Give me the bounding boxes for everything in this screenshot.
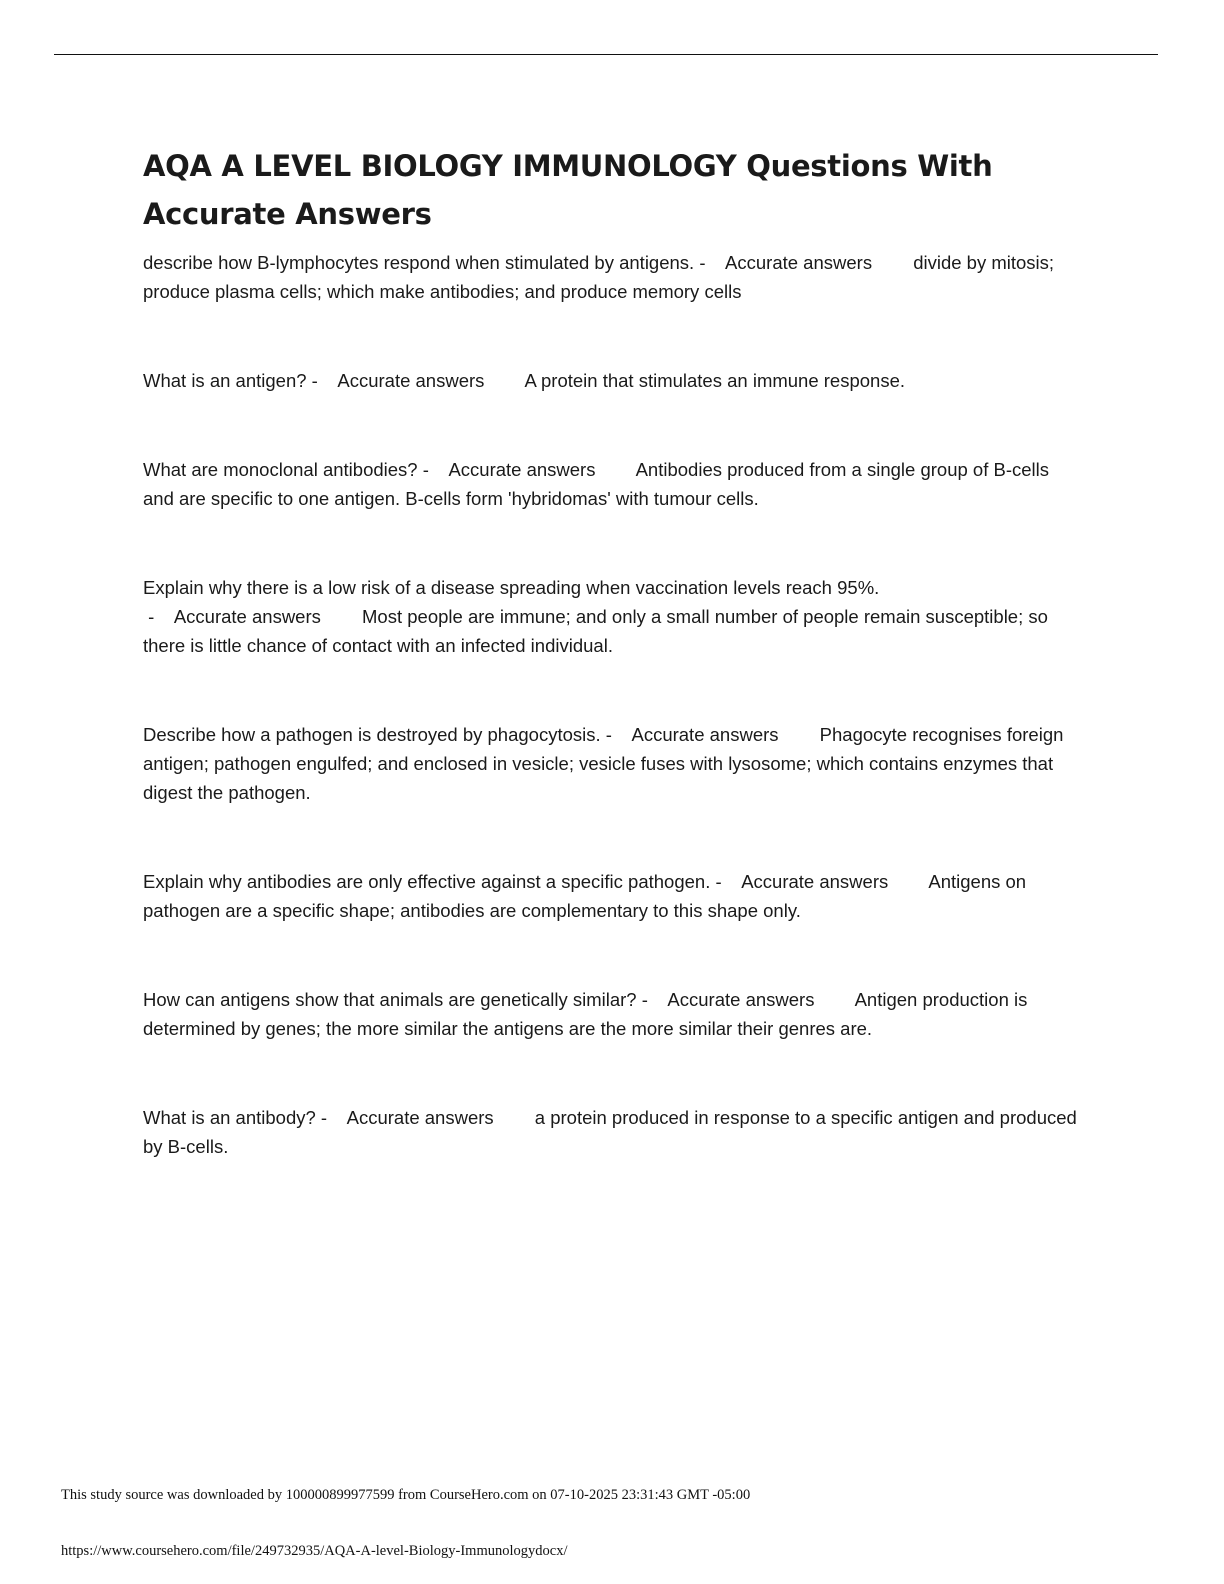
question-text: Explain why there is a low risk of a disease spreading when vaccination levels reach 95%. [143, 577, 880, 598]
separator: - [636, 989, 668, 1010]
question-text: What is an antigen? [143, 370, 307, 391]
answer-text: a protein produced in response to a specific antigen and produced by B-cells. [143, 1107, 1077, 1157]
source-url-link[interactable]: https://www.coursehero.com/file/249732935/AQA-A-level-Biology-Immunologydocx/ [61, 1543, 568, 1559]
question-text: How can antigens show that animals are genetically similar? [143, 989, 637, 1010]
answer-label: Accurate answers [448, 459, 596, 480]
download-notice: This study source was downloaded by 100000899977599 from CourseHero.com on 07-10-2025 23:31:43 GMT -05:00 [61, 1487, 751, 1503]
answer-text: A protein that stimulates an immune response. [524, 370, 906, 391]
qa-item [143, 867, 1083, 925]
separator: - [710, 871, 742, 892]
answer-label: Accurate answers [346, 1107, 494, 1128]
question-text: describe how B-lymphocytes respond when stimulated by antigens. [143, 252, 695, 273]
question-text: What is an antibody? [143, 1107, 316, 1128]
question-text: Describe how a pathogen is destroyed by phagocytosis. [143, 724, 601, 745]
qa-item [143, 1103, 1083, 1161]
qa-list [143, 248, 1083, 1161]
separator: - [694, 252, 726, 273]
answer-text: Most people are immune; and only a small number of people remain susceptible; so there is little chance of contact with an infected individual. [143, 606, 1048, 656]
separator: - [306, 370, 338, 391]
answer-text: Phagocyte recognises foreign antigen; pathogen engulfed; and enclosed in vesicle; vesicle fuses with lysosome; which contains enzymes that digest the pathogen. [143, 724, 1064, 803]
qa-item [143, 455, 1083, 513]
question-text: What are monoclonal antibodies? [143, 459, 418, 480]
separator: - [143, 606, 174, 627]
separator: - [417, 459, 449, 480]
answer-label: Accurate answers [337, 370, 485, 391]
separator: - [315, 1107, 347, 1128]
qa-item [143, 720, 1083, 807]
answer-text: Antigens on pathogen are a specific shape; antibodies are complementary to this shape only. [143, 871, 1027, 921]
question-text: Explain why antibodies are only effective against a specific pathogen. [143, 871, 711, 892]
document-body [143, 142, 1083, 1221]
answer-text: divide by mitosis; produce plasma cells; which make antibodies; and produce memory cells [143, 252, 1055, 302]
answer-label: Accurate answers [741, 871, 889, 892]
qa-item [143, 573, 1083, 660]
answer-text: Antibodies produced from a single group of B-cells and are specific to one antigen. B-cells form 'hybridomas' with tumour cells. [143, 459, 1049, 509]
answer-label: Accurate answers [631, 724, 779, 745]
qa-item [143, 366, 1083, 395]
answer-label: Accurate answers [173, 606, 321, 627]
top-divider [54, 54, 1158, 55]
separator: - [600, 724, 632, 745]
page-title: AQA A LEVEL BIOLOGY IMMUNOLOGY Questions With Accurate Answers [143, 149, 993, 231]
qa-item [143, 985, 1083, 1043]
qa-item [143, 248, 1083, 306]
answer-label: Accurate answers [725, 252, 873, 273]
answer-text: Antigen production is determined by genes; the more similar the antigens are the more similar their genres are. [143, 989, 1028, 1039]
answer-label: Accurate answers [667, 989, 815, 1010]
